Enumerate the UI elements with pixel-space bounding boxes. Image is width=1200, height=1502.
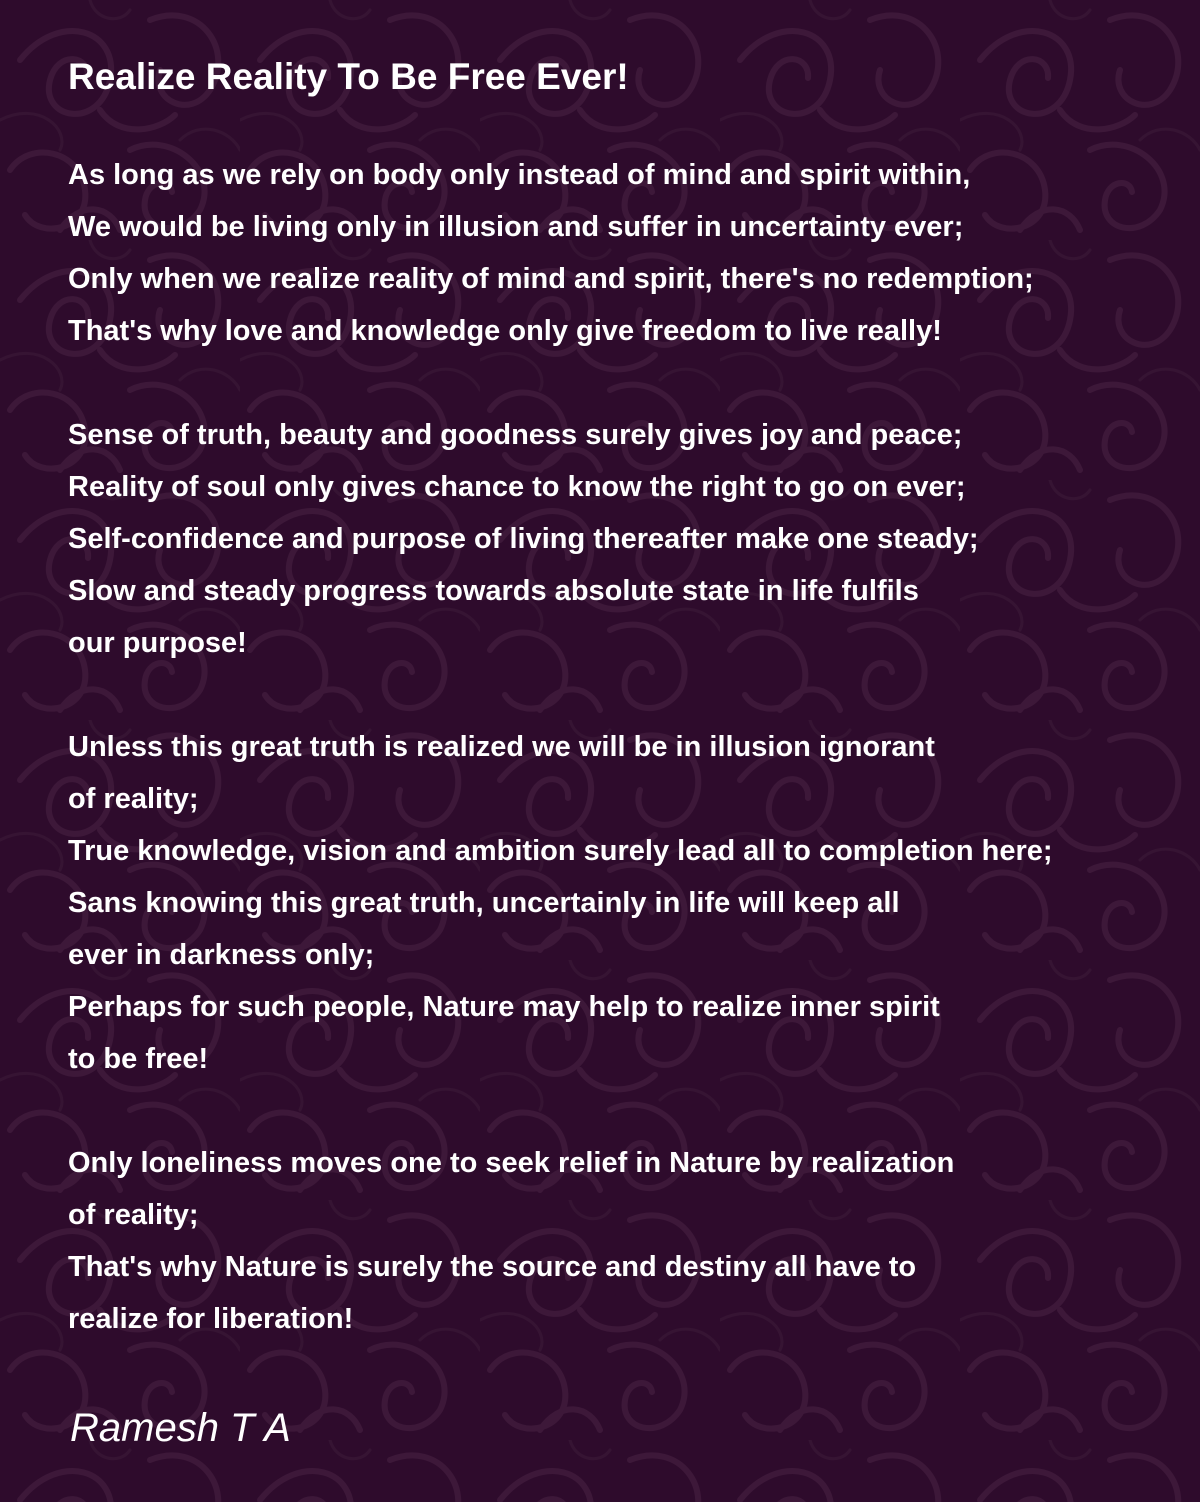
- poem-line: Slow and steady progress towards absolute state in life fulfils: [68, 575, 919, 607]
- poem-line: That's why Nature is surely the source and destiny all have to: [68, 1251, 917, 1283]
- poem-line: Sans knowing this great truth, uncertainly in life will keep all: [68, 887, 900, 919]
- stanza-4: [68, 1137, 1193, 1345]
- stanza-2: [68, 409, 1193, 669]
- poem-line: Only loneliness moves one to seek relief in Nature by realization: [68, 1147, 955, 1179]
- poem-author: Ramesh T A: [70, 1406, 291, 1450]
- poem-line: As long as we rely on body only instead of mind and spirit within,: [68, 159, 971, 191]
- poem-line: ever in darkness only;: [68, 939, 375, 971]
- poem-title: Realize Reality To Be Free Ever!: [68, 56, 629, 97]
- poem-body: [68, 149, 1193, 1397]
- poem-line: Only when we realize reality of mind and spirit, there's no redemption;: [68, 263, 1034, 295]
- stanza-1: [68, 149, 1193, 357]
- poem-line: Unless this great truth is realized we will be in illusion ignorant: [68, 731, 935, 763]
- poem-line: to be free!: [68, 1043, 209, 1075]
- poem-line: Sense of truth, beauty and goodness surely gives joy and peace;: [68, 419, 963, 451]
- poem-line: realize for liberation!: [68, 1303, 354, 1335]
- poem-line: our purpose!: [68, 627, 247, 659]
- poem-line: Perhaps for such people, Nature may help to realize inner spirit: [68, 991, 940, 1023]
- poem-line: Self-confidence and purpose of living thereafter make one steady;: [68, 523, 979, 555]
- stanza-3: [68, 721, 1193, 1085]
- poem-line: of reality;: [68, 783, 199, 815]
- poem-line: We would be living only in illusion and suffer in uncertainty ever;: [68, 211, 964, 243]
- poem-line: True knowledge, vision and ambition surely lead all to completion here;: [68, 835, 1053, 867]
- poem-line: of reality;: [68, 1199, 199, 1231]
- poem-line: That's why love and knowledge only give freedom to live really!: [68, 315, 942, 347]
- poem-line: Reality of soul only gives chance to know the right to go on ever;: [68, 471, 966, 503]
